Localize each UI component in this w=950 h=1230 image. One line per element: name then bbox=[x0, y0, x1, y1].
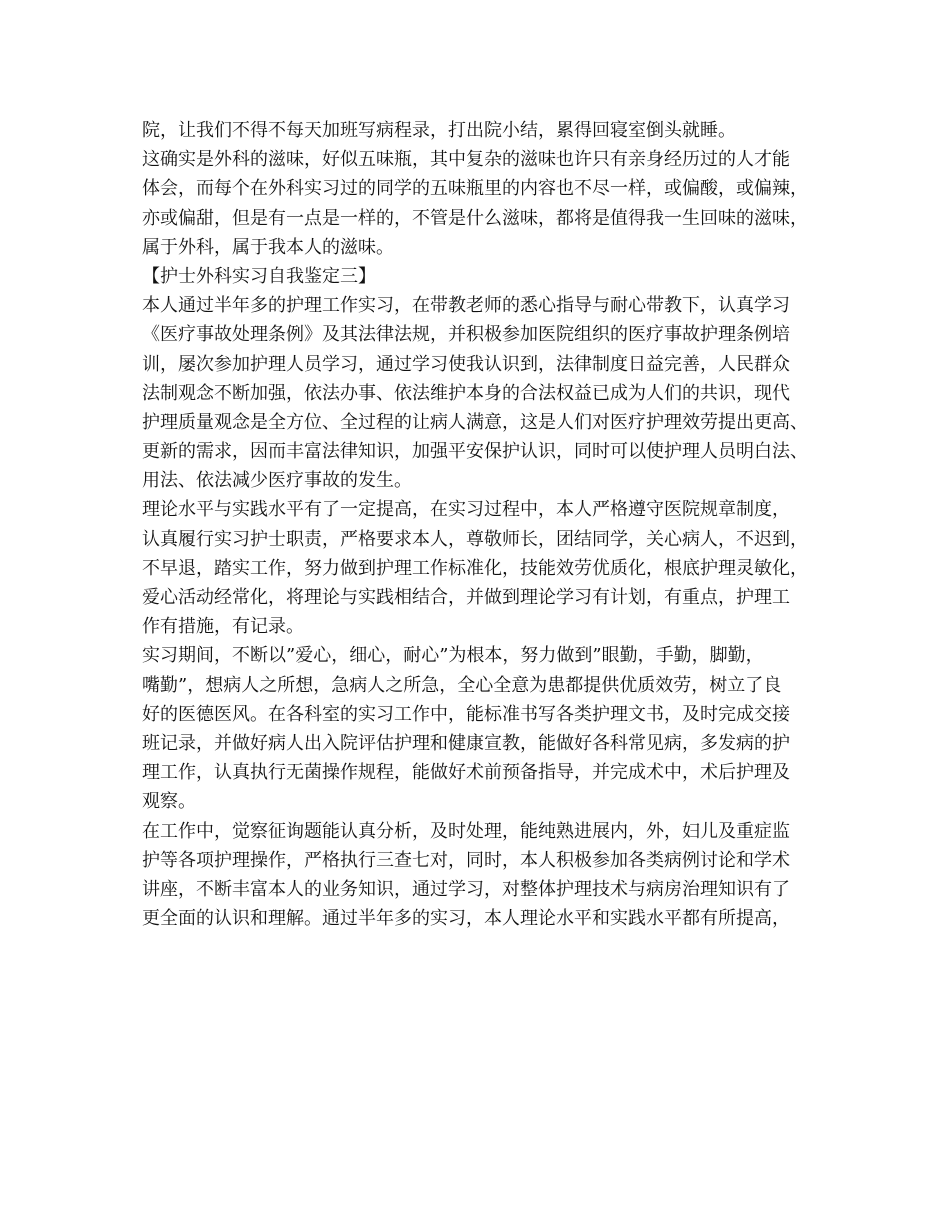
text-line: 理工作，认真执行无菌操作规程，能做好术前预备指导，并完成术中，术后护理及 bbox=[142, 762, 790, 784]
text-line: 体会，而每个在外科实习过的同学的五味瓶里的内容也不尽一样，或偏酸，或偏辣， bbox=[142, 178, 808, 200]
text-line: 《医疗事故处理条例》及其法律法规，并积极参加医院组织的医疗事故护理条例培 bbox=[142, 324, 790, 346]
text-line: 观察。 bbox=[142, 791, 196, 813]
text-line: 亦或偏甜，但是有一点是一样的，不管是什么滋味，都将是值得我一生回味的滋味， bbox=[142, 207, 808, 229]
paragraph bbox=[142, 291, 832, 495]
text-line: 护等各项护理操作，严格执行三查七对，同时，本人积极参加各类病例讨论和学术 bbox=[142, 849, 790, 871]
text-line: 这确实是外科的滋味，好似五味瓶，其中复杂的滋味也许只有亲身经历过的人才能 bbox=[142, 149, 790, 171]
text-line: 作有措施，有记录。 bbox=[142, 616, 304, 638]
text-line: 更全面的认识和理解。通过半年多的实习，本人理论水平和实践水平都有所提高， bbox=[142, 908, 790, 930]
text-line: 认真履行实习护士职责，严格要求本人，尊敬师长，团结同学，关心病人，不迟到， bbox=[142, 528, 808, 550]
text-line: 在工作中，觉察征询题能认真分析，及时处理，能纯熟进展内，外，妇儿及重症监 bbox=[142, 820, 790, 842]
paragraph bbox=[142, 817, 832, 934]
text-line: 法制观念不断加强，依法办事、依法维护本身的合法权益已成为人们的共识，现代 bbox=[142, 382, 790, 404]
text-line: 爱心活动经常化，将理论与实践相结合，并做到理论学习有计划，有重点，护理工 bbox=[142, 587, 790, 608]
text-line: 不早退，踏实工作，努力做到护理工作标准化，技能效劳优质化，根底护理灵敏化， bbox=[142, 557, 808, 579]
paragraph bbox=[142, 145, 832, 262]
text-line: 班记录，并做好病人出入院评估护理和健康宣教，能做好各科常见病，多发病的护 bbox=[142, 732, 790, 754]
text-line: 本人通过半年多的护理工作实习，在带教老师的悉心指导与耐心带教下，认真学习 bbox=[142, 295, 790, 317]
text-line: 好的医德医风。在各科室的实习工作中，能标准书写各类护理文书，及时完成交接 bbox=[142, 703, 790, 725]
paragraph bbox=[142, 641, 832, 816]
text-line: 用法、依法减少医疗事故的发生。 bbox=[142, 470, 412, 492]
text-line: 嘴勤”，想病人之所想，急病人之所急，全心全意为患都提供优质效劳，树立了良 bbox=[142, 674, 782, 696]
text-line: 属于外科，属于我本人的滋味。 bbox=[142, 236, 394, 258]
text-line: 院，让我们不得不每天加班写病程录，打出院小结，累得回寝室倒头就睡。 bbox=[142, 120, 736, 141]
text-line: 更新的需求，因而丰富法律知识，加强平安保护认识，同时可以使护理人员明白法、 bbox=[142, 441, 808, 463]
text-line: 实习期间，不断以”爱心，细心，耐心”为根本，努力做到”眼勤，手勤，脚勤， bbox=[142, 645, 764, 667]
text-line: 讲座，不断丰富本人的业务知识，通过学习，对整体护理技术与病房治理知识有了 bbox=[142, 878, 790, 900]
document-body bbox=[142, 116, 832, 933]
text-line: 理论水平与实践水平有了一定提高，在实习过程中，本人严格遵守医院规章制度， bbox=[142, 499, 790, 521]
text-line: 训，屡次参加护理人员学习，通过学习使我认识到，法律制度日益完善，人民群众 bbox=[142, 353, 790, 375]
heading-line: 【护士外科实习自我鉴定三】 bbox=[142, 265, 376, 287]
text-line: 护理质量观念是全方位、全过程的让病人满意，这是人们对医疗护理效劳提出更高、 bbox=[142, 411, 808, 433]
paragraph bbox=[142, 116, 832, 145]
section-heading bbox=[142, 262, 832, 291]
paragraph bbox=[142, 495, 832, 641]
